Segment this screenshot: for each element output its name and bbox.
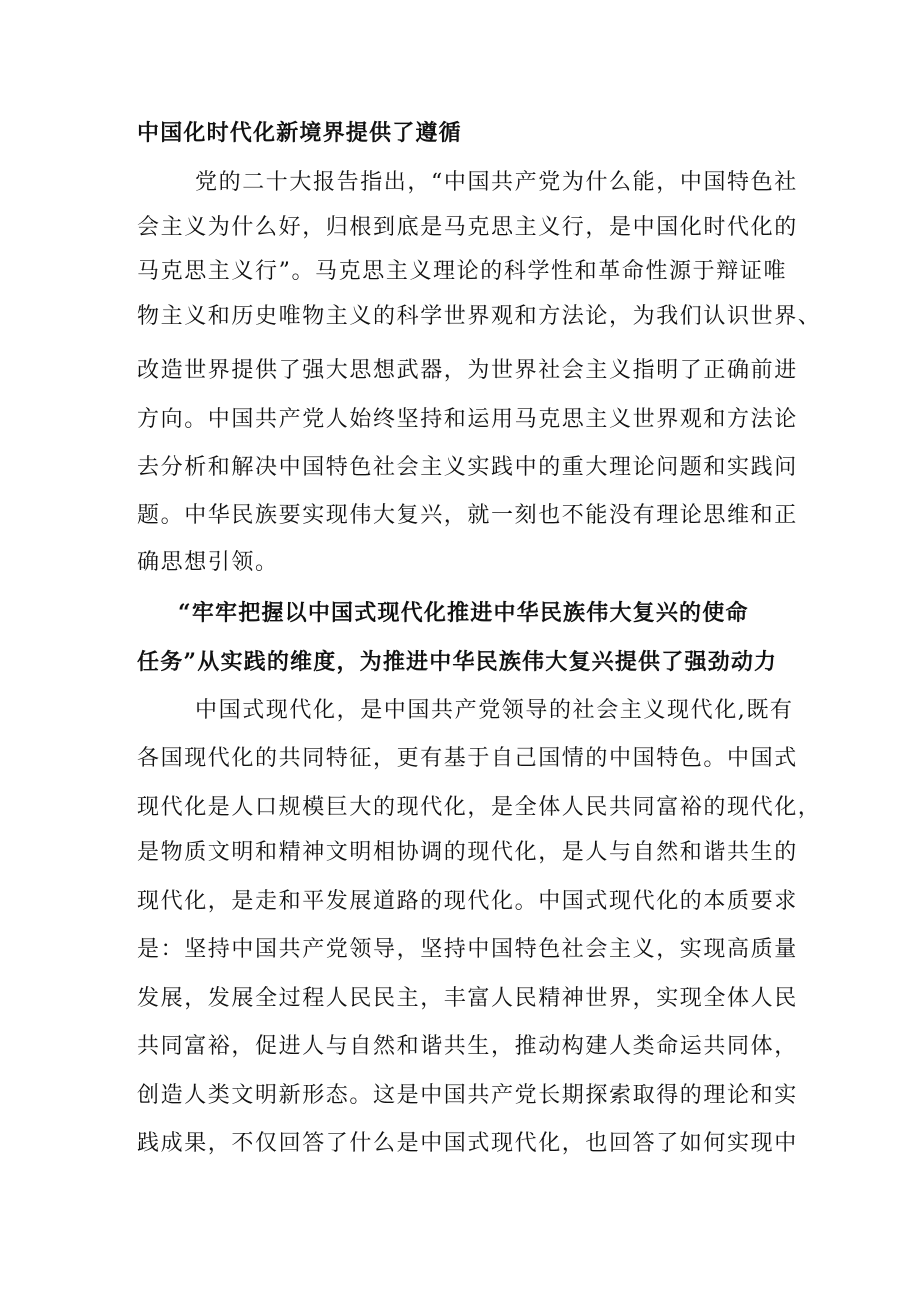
paragraph-line: 践成果，不仅回答了什么是中国式现代化，也回答了如何实现中 [137, 1131, 798, 1156]
paragraph-line: 现代化是人口规模巨大的现代化，是全体人民共同富裕的现代化， [137, 795, 822, 820]
paragraph-line: 确思想引领。 [137, 550, 279, 575]
paragraph-line: 去分析和解决中国特色社会主义实践中的重大理论问题和实践问 [137, 455, 798, 480]
paragraph-line: 创造人类文明新形态。这是中国共产党长期探索取得的理论和实 [137, 1083, 798, 1108]
paragraph-line: 现代化，是走和平发展道路的现代化。中国式现代化的本质要求 [137, 889, 798, 914]
paragraph-line: 题。中华民族要实现伟大复兴，就一刻也不能没有理论思维和正 [137, 503, 798, 528]
paragraph-line: 物主义和历史唯物主义的科学世界观和方法论，为我们认识世界、 [137, 304, 822, 329]
paragraph-line: 是物质文明和精神文明相协调的现代化，是人与自然和谐共生的 [137, 840, 798, 865]
paragraph-line: 共同富裕，促进人与自然和谐共生，推动构建人类命运共同体， [137, 1034, 798, 1059]
heading-line: “牢牢把握以中国式现代化推进中华民族伟大复兴的使命 [178, 600, 749, 626]
paragraph-line: 改造世界提供了强大思想武器，为世界社会主义指明了正确前进 [137, 358, 798, 383]
paragraph-line: 方向。中国共产党人始终坚持和运用马克思主义世界观和方法论 [137, 407, 798, 432]
paragraph-line: 是：坚持中国共产党领导，坚持中国特色社会主义，实现高质量 [137, 937, 798, 962]
paragraph-line: 党的二十大报告指出，“中国共产党为什么能，中国特色社 [195, 170, 798, 195]
paragraph-line: 马克思主义行”。马克思主义理论的科学性和革命性源于辩证唯 [137, 259, 788, 284]
paragraph-line: 中国式现代化，是中国共产党领导的社会主义现代化,既有 [195, 698, 794, 723]
paragraph-line: 各国现代化的共同特征，更有基于自己国情的中国特色。中国式 [137, 746, 798, 771]
paragraph-line: 发展，发展全过程人民民主，丰富人民精神世界，实现全体人民 [137, 986, 798, 1011]
section-heading-tail: 中国化时代化新境界提供了遵循 [137, 120, 462, 146]
heading-line: 任务”从实践的维度，为推进中华民族伟大复兴提供了强劲动力 [137, 649, 778, 675]
paragraph-line: 会主义为什么好，归根到底是马克思主义行，是中国化时代化的 [137, 215, 798, 240]
